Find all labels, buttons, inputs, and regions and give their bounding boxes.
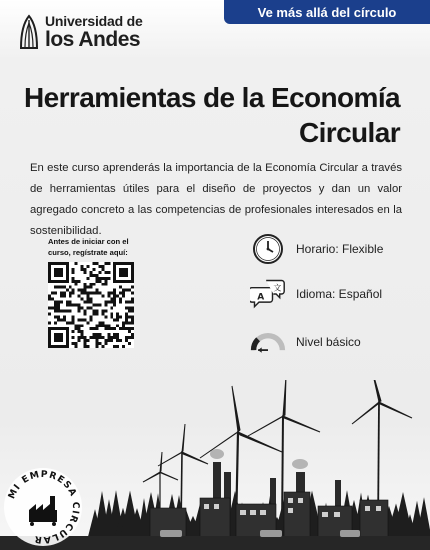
language-text: Idioma: Español bbox=[296, 287, 383, 301]
schedule-text: Horario: Flexible bbox=[296, 242, 384, 256]
logo-emblem-icon bbox=[18, 14, 40, 50]
level-info bbox=[250, 324, 361, 360]
logo-line-2: los Andes bbox=[45, 28, 141, 51]
course-title-line-2: Circular bbox=[298, 117, 400, 148]
stamp-text: MI EMPRESA CIRCULAR bbox=[6, 468, 82, 546]
language-info bbox=[250, 276, 382, 312]
gauge-icon bbox=[250, 324, 286, 360]
course-title-line-1: Herramientas de la Economía bbox=[24, 82, 400, 113]
clock-icon bbox=[250, 231, 286, 267]
svg-text:A: A bbox=[257, 292, 265, 303]
course-description: En este curso aprenderás la importancia de la Economía Circular a través de herramientas útiles para el diseño de proyectos y dan un valor agregado concreto a las competencias de profesionales interesados en la sostenibilidad. bbox=[30, 162, 402, 237]
level-text: Nivel básico bbox=[296, 335, 361, 349]
course-title bbox=[20, 80, 400, 150]
mi-empresa-circular-stamp bbox=[2, 466, 84, 548]
tagline-banner: Ve más allá del círculo bbox=[224, 0, 430, 24]
registration-qr-code[interactable] bbox=[48, 262, 134, 348]
svg-text:文: 文 bbox=[273, 282, 282, 293]
translate-icon bbox=[250, 276, 286, 312]
logo-line-1: Universidad de bbox=[45, 13, 143, 29]
schedule-info bbox=[250, 231, 383, 267]
university-logo[interactable] bbox=[18, 12, 143, 52]
registration-label: Antes de iniciar con el curso, regístrate aquí: bbox=[48, 237, 129, 257]
